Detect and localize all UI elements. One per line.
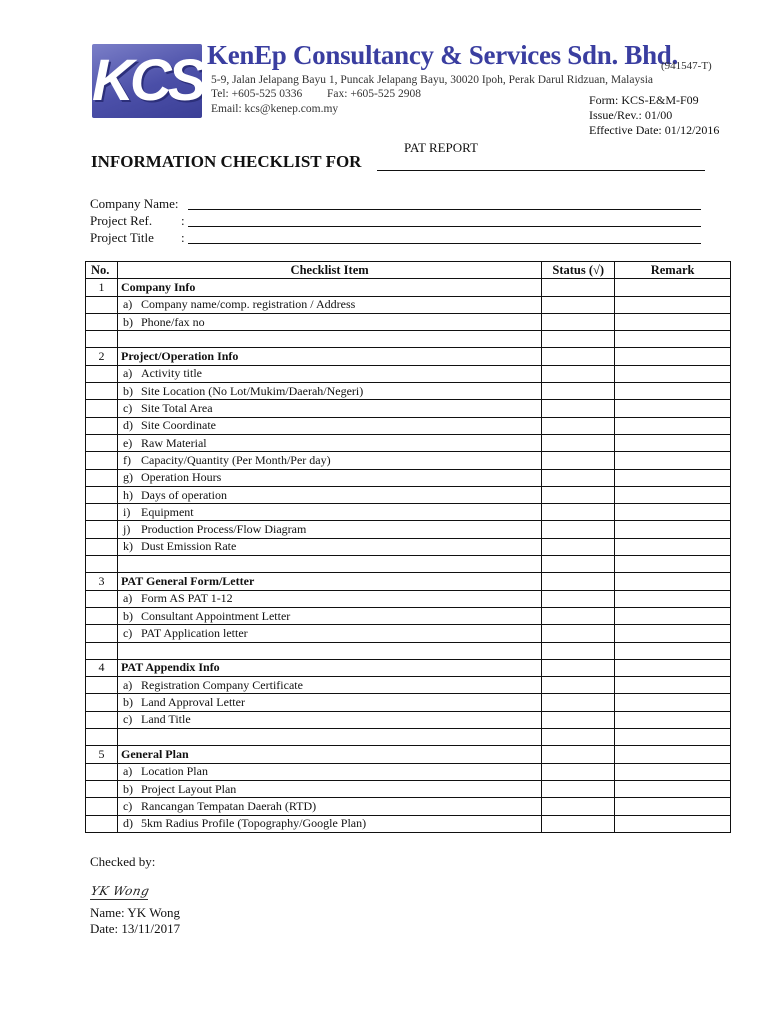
status-cell[interactable]: [542, 279, 615, 296]
status-cell[interactable]: [542, 383, 615, 400]
status-cell[interactable]: [542, 331, 615, 348]
table-row: [86, 296, 731, 313]
item-letter: b): [122, 608, 133, 623]
table-row: [86, 486, 731, 503]
remark-cell[interactable]: [615, 815, 731, 832]
item-text: Rancangan Tempatan Daerah (RTD): [140, 798, 317, 813]
checklist-body: [86, 279, 731, 833]
status-cell[interactable]: [542, 365, 615, 382]
status-cell[interactable]: [542, 694, 615, 711]
item-letter: d): [122, 418, 133, 433]
number-cell: [86, 625, 118, 642]
remark-cell[interactable]: [615, 504, 731, 521]
item-letter: b): [122, 695, 133, 710]
checklist-item: [117, 417, 541, 434]
status-cell[interactable]: [542, 521, 615, 538]
item-letter: b): [122, 781, 133, 796]
table-row: [86, 365, 731, 382]
checklist-item: [117, 365, 541, 382]
checklist-item-content: [121, 401, 538, 416]
checked-date: Date: 13/11/2017: [90, 921, 181, 936]
checklist-item-content: [121, 539, 538, 554]
company-logo: [92, 44, 202, 118]
number-cell: [86, 434, 118, 451]
item-text: Site Location (No Lot/Mukim/Daerah/Negeri): [140, 383, 364, 398]
status-cell[interactable]: [542, 677, 615, 694]
title-blank-line: [377, 170, 705, 171]
table-row: [86, 677, 731, 694]
signature-underline: [90, 899, 148, 900]
number-cell: [86, 590, 118, 607]
status-cell[interactable]: [542, 607, 615, 624]
checklist-table: [85, 261, 731, 833]
number-cell: [86, 642, 118, 659]
status-cell[interactable]: [542, 625, 615, 642]
remark-cell[interactable]: [615, 452, 731, 469]
remark-cell[interactable]: [615, 556, 731, 573]
checklist-item: [117, 400, 541, 417]
remark-cell[interactable]: [615, 677, 731, 694]
remark-cell[interactable]: [615, 331, 731, 348]
item-letter: j): [122, 522, 131, 537]
project-ref-colon: :: [181, 213, 185, 228]
item-letter: c): [122, 712, 133, 727]
status-cell[interactable]: [542, 642, 615, 659]
checklist-item: [117, 296, 541, 313]
project-title-blank: [188, 243, 701, 244]
section-title: Project/Operation Info: [117, 348, 541, 365]
checklist-item: [117, 607, 541, 624]
section-number: 2: [86, 348, 118, 365]
item-text: Equipment: [140, 504, 194, 519]
remark-cell[interactable]: [615, 642, 731, 659]
checklist-item-content: [121, 366, 538, 381]
checked-by-label: Checked by:: [90, 854, 156, 869]
checklist-item: [117, 383, 541, 400]
checklist-item: [117, 798, 541, 815]
number-cell: [86, 677, 118, 694]
checklist-item-content: [121, 591, 538, 606]
item-text: Raw Material: [140, 435, 207, 450]
item-text: Land Approval Letter: [140, 695, 245, 710]
number-cell: [86, 763, 118, 780]
item-text: Dust Emission Rate: [140, 539, 237, 554]
number-cell: [86, 417, 118, 434]
number-cell: [86, 694, 118, 711]
checklist-item-content: [121, 816, 538, 831]
status-cell[interactable]: [542, 780, 615, 797]
company-email: Email: kcs@kenep.com.my: [211, 103, 339, 115]
item-text: Site Total Area: [140, 401, 213, 416]
item-text: Company name/comp. registration / Address: [140, 297, 356, 312]
registration-number: (941547-T): [661, 60, 712, 72]
table-row: [86, 590, 731, 607]
table-row: [86, 607, 731, 624]
checklist-item-content: [121, 764, 538, 779]
checklist-item-content: [121, 799, 538, 814]
checklist-item: [117, 780, 541, 797]
checklist-item: [117, 538, 541, 555]
checklist-item-content: [121, 678, 538, 693]
checklist-item-content: [121, 712, 538, 727]
table-row: [86, 452, 731, 469]
status-cell[interactable]: [542, 417, 615, 434]
remark-cell[interactable]: [615, 486, 731, 503]
item-text: Location Plan: [140, 764, 208, 779]
company-name-label: Company Name:: [90, 196, 179, 211]
item-letter: b): [122, 383, 133, 398]
header-status: Status (√): [542, 262, 615, 279]
number-cell: [86, 383, 118, 400]
checklist-item: [117, 590, 541, 607]
checklist-item: [117, 677, 541, 694]
remark-cell[interactable]: [615, 279, 731, 296]
number-cell: [86, 365, 118, 382]
item-letter: h): [122, 487, 133, 502]
checklist-item: [117, 625, 541, 642]
table-row: [86, 815, 731, 832]
checklist-item-content: [121, 522, 538, 537]
remark-cell[interactable]: [615, 365, 731, 382]
company-name-blank: [188, 209, 701, 210]
page-title: INFORMATION CHECKLIST FOR: [91, 152, 362, 171]
item-letter: a): [122, 297, 133, 312]
number-cell: [86, 400, 118, 417]
table-header-row: [86, 262, 731, 279]
blank-item-cell: [117, 331, 541, 348]
company-name: KenEp Consultancy & Services Sdn. Bhd.: [207, 40, 678, 70]
item-text: Capacity/Quantity (Per Month/Per day): [140, 452, 331, 467]
checklist-item-content: [121, 418, 538, 433]
table-row: [86, 798, 731, 815]
table-row: [86, 313, 731, 330]
status-cell[interactable]: [542, 815, 615, 832]
number-cell: [86, 729, 118, 746]
checklist-item-content: [121, 626, 538, 641]
remark-cell[interactable]: [615, 296, 731, 313]
number-cell: [86, 711, 118, 728]
blank-row: [86, 331, 731, 348]
item-letter: c): [122, 401, 133, 416]
table-row: [86, 348, 731, 365]
section-title: PAT General Form/Letter: [117, 573, 541, 590]
number-cell: [86, 798, 118, 815]
status-cell[interactable]: [542, 746, 615, 763]
section-number: 5: [86, 746, 118, 763]
checklist-item: [117, 486, 541, 503]
item-text: Activity title: [140, 366, 202, 381]
item-letter: c): [122, 798, 133, 813]
remark-cell[interactable]: [615, 729, 731, 746]
checklist-item-content: [121, 695, 538, 710]
item-text: Land Title: [140, 712, 191, 727]
project-title-colon: :: [181, 230, 185, 245]
item-letter: a): [122, 366, 133, 381]
checklist-item-content: [121, 315, 538, 330]
header-checklist-item: Checklist Item: [117, 262, 541, 279]
checklist-item: [117, 521, 541, 538]
report-label: PAT REPORT: [404, 140, 479, 155]
table-row: [86, 538, 731, 555]
blank-item-cell: [117, 642, 541, 659]
item-letter: f): [122, 452, 131, 467]
table-row: [86, 279, 731, 296]
item-text: PAT Application letter: [140, 625, 248, 640]
remark-cell[interactable]: [615, 625, 731, 642]
remark-cell[interactable]: [615, 573, 731, 590]
item-text: Registration Company Certificate: [140, 677, 303, 692]
checklist-item: [117, 313, 541, 330]
checklist-item-content: [121, 782, 538, 797]
remark-cell[interactable]: [615, 400, 731, 417]
status-cell[interactable]: [542, 711, 615, 728]
table-row: [86, 434, 731, 451]
item-letter: b): [122, 314, 133, 329]
status-cell[interactable]: [542, 763, 615, 780]
form-code: Form: KCS-E&M-F09: [589, 93, 699, 107]
table-row: [86, 573, 731, 590]
item-letter: a): [122, 764, 133, 779]
status-cell[interactable]: [542, 313, 615, 330]
table-row: [86, 659, 731, 676]
number-cell: [86, 780, 118, 797]
status-cell[interactable]: [542, 590, 615, 607]
status-cell[interactable]: [542, 452, 615, 469]
blank-item-cell: [117, 556, 541, 573]
checklist-item: [117, 763, 541, 780]
item-text: Production Process/Flow Diagram: [140, 522, 307, 537]
blank-row: [86, 556, 731, 573]
remark-cell[interactable]: [615, 780, 731, 797]
table-row: [86, 417, 731, 434]
remark-cell[interactable]: [615, 383, 731, 400]
table-row: [86, 711, 731, 728]
item-letter: a): [122, 677, 133, 692]
item-text: Consultant Appointment Letter: [140, 608, 291, 623]
section-title: PAT Appendix Info: [117, 659, 541, 676]
checklist-item-content: [121, 488, 538, 503]
section-number: 4: [86, 659, 118, 676]
status-cell[interactable]: [542, 659, 615, 676]
table-row: [86, 469, 731, 486]
form-issue: Issue/Rev.: 01/00: [589, 108, 673, 122]
status-cell[interactable]: [542, 486, 615, 503]
remark-cell[interactable]: [615, 607, 731, 624]
status-cell[interactable]: [542, 573, 615, 590]
blank-row: [86, 642, 731, 659]
item-text: Days of operation: [140, 487, 227, 502]
project-ref-blank: [188, 226, 701, 227]
remark-cell[interactable]: [615, 521, 731, 538]
table-row: [86, 521, 731, 538]
number-cell: [86, 296, 118, 313]
table-row: [86, 400, 731, 417]
status-cell[interactable]: [542, 296, 615, 313]
checklist-item: [117, 711, 541, 728]
number-cell: [86, 556, 118, 573]
status-cell[interactable]: [542, 400, 615, 417]
item-text: Phone/fax no: [140, 314, 205, 329]
status-cell[interactable]: [542, 434, 615, 451]
number-cell: [86, 452, 118, 469]
remark-cell[interactable]: [615, 469, 731, 486]
remark-cell[interactable]: [615, 694, 731, 711]
checklist-item: [117, 434, 541, 451]
checklist-item: [117, 504, 541, 521]
remark-cell[interactable]: [615, 590, 731, 607]
checklist-item: [117, 452, 541, 469]
status-cell[interactable]: [542, 556, 615, 573]
company-fax: Fax: +605-525 2908: [327, 88, 422, 100]
item-letter: g): [122, 470, 133, 485]
header-remark: Remark: [615, 262, 731, 279]
number-cell: [86, 538, 118, 555]
checklist-item-content: [121, 436, 538, 451]
header-no: No.: [86, 262, 118, 279]
status-cell[interactable]: [542, 469, 615, 486]
item-letter: c): [122, 625, 133, 640]
blank-item-cell: [117, 729, 541, 746]
remark-cell[interactable]: [615, 348, 731, 365]
table-row: [86, 504, 731, 521]
item-text: 5km Radius Profile (Topography/Google Plan): [140, 816, 367, 831]
remark-cell[interactable]: [615, 313, 731, 330]
number-cell: [86, 607, 118, 624]
section-title: General Plan: [117, 746, 541, 763]
checklist-item: [117, 469, 541, 486]
logo-text: KCS: [92, 48, 202, 113]
section-number: 1: [86, 279, 118, 296]
number-cell: [86, 469, 118, 486]
section-number: 3: [86, 573, 118, 590]
status-cell[interactable]: [542, 729, 615, 746]
item-text: Site Coordinate: [140, 418, 216, 433]
section-title: Company Info: [117, 279, 541, 296]
number-cell: [86, 331, 118, 348]
checker-name: Name: YK Wong: [90, 905, 180, 920]
item-letter: e): [122, 435, 133, 450]
number-cell: [86, 521, 118, 538]
item-letter: i): [122, 504, 131, 519]
item-text: Operation Hours: [140, 470, 222, 485]
checklist-item-content: [121, 297, 538, 312]
status-cell[interactable]: [542, 798, 615, 815]
blank-row: [86, 729, 731, 746]
remark-cell[interactable]: [615, 417, 731, 434]
table-row: [86, 746, 731, 763]
remark-cell[interactable]: [615, 746, 731, 763]
remark-cell[interactable]: [615, 434, 731, 451]
item-text: Project Layout Plan: [140, 781, 237, 796]
remark-cell[interactable]: [615, 659, 731, 676]
remark-cell[interactable]: [615, 711, 731, 728]
item-letter: k): [122, 539, 133, 554]
checklist-item: [117, 815, 541, 832]
table-row: [86, 780, 731, 797]
number-cell: [86, 815, 118, 832]
number-cell: [86, 486, 118, 503]
number-cell: [86, 504, 118, 521]
status-cell[interactable]: [542, 504, 615, 521]
checklist-item-content: [121, 470, 538, 485]
table-row: [86, 625, 731, 642]
company-tel: Tel: +605-525 0336: [211, 88, 303, 100]
number-cell: [86, 313, 118, 330]
table-row: [86, 694, 731, 711]
checklist-item: [117, 694, 541, 711]
checklist-item-content: [121, 609, 538, 624]
item-letter: d): [122, 816, 133, 831]
checklist-item-content: [121, 453, 538, 468]
status-cell[interactable]: [542, 348, 615, 365]
item-letter: a): [122, 591, 133, 606]
status-cell[interactable]: [542, 538, 615, 555]
signature: YK Wong: [89, 884, 151, 898]
remark-cell[interactable]: [615, 798, 731, 815]
form-effective-date: Effective Date: 01/12/2016: [589, 123, 720, 137]
checklist-item-content: [121, 505, 538, 520]
company-address: 5-9, Jalan Jelapang Bayu 1, Puncak Jelapang Bayu, 30020 Ipoh, Perak Darul Ridzuan, Malaysia: [211, 74, 654, 86]
table-row: [86, 383, 731, 400]
remark-cell[interactable]: [615, 763, 731, 780]
item-text: Form AS PAT 1-12: [140, 591, 233, 606]
checklist-item-content: [121, 384, 538, 399]
project-ref-label: Project Ref.: [90, 213, 153, 228]
project-title-label: Project Title: [90, 230, 154, 245]
remark-cell[interactable]: [615, 538, 731, 555]
table-row: [86, 763, 731, 780]
